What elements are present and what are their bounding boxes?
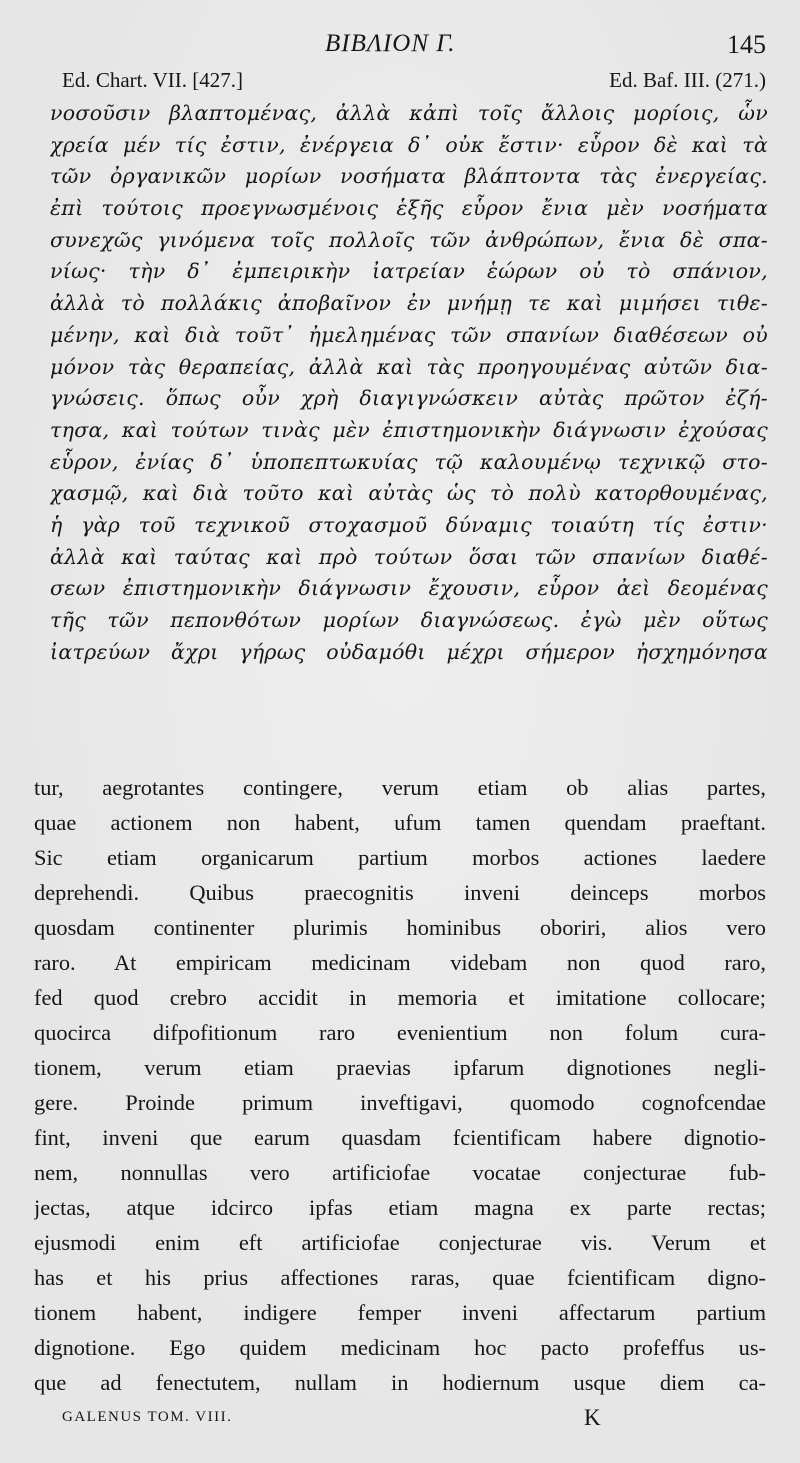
greek-line: τησα, καὶ τούτων τινὰς μὲν ἐπιστημονικὴν διάγνωσιν ἐχούσας	[50, 417, 768, 442]
latin-line: Sic etiam organicarum partium morbos actiones laedere	[34, 845, 766, 870]
greek-line: ἀλλὰ καὶ ταύτας καὶ πρὸ τούτων ὅσαι τῶν σπανίων διαθέ-	[50, 544, 768, 569]
latin-line: quae actionem non habent, ufum tamen quendam praeftant.	[34, 810, 766, 835]
edition-basel: Ed. Baf. III. (271.)	[609, 68, 766, 92]
greek-line: μένην, καὶ διὰ τοῦτ᾽ ἠμελημένας τῶν σπανίων διαθέσεων οὐ	[50, 322, 768, 347]
greek-line: γνώσεις. ὅπως οὖν χρὴ διαγιγνώσκειν αὐτὰς πρῶτον ἐζή-	[50, 386, 768, 411]
latin-text-block	[34, 770, 766, 1400]
greek-line: ἀλλὰ τὸ πολλάκις ἀποβαῖνον ἐν μνήμῃ τε καὶ μιμήσει τιθε-	[50, 291, 768, 316]
book-title: ΒΙΒΛΙΟΝ Γ.	[325, 30, 456, 57]
latin-line: fint, inveni que earum quasdam fcientificam habere dignotio-	[34, 1125, 766, 1150]
greek-line: τῆς τῶν πεπονθότων μορίων διαγνώσεως. ἐγὼ μὲν οὕτως	[50, 608, 768, 632]
latin-line: nem, nonnullas vero artificiofae vocatae conjecturae fub-	[34, 1160, 766, 1185]
greek-line: εὗρον, ἐνίας δ᾽ ὑποπεπτωκυίας τῷ καλουμένῳ τεχνικῷ στο-	[50, 449, 768, 474]
greek-line: ἰατρεύων ἄχρι γήρως οὐδαμόθι μέχρι σήμερον ἠσχημόνησα	[50, 639, 768, 664]
running-head	[0, 30, 800, 60]
greek-line: συνεχῶς γινόμενα τοῖς πολλοῖς τῶν ἀνθρώπων, ἔνια δὲ σπα-	[50, 227, 768, 252]
latin-line: dignotione. Ego quidem medicinam hoc pacto profeffus us-	[34, 1335, 766, 1360]
greek-line: μόνον τὰς θεραπείας, ἀλλὰ καὶ τὰς προηγουμένας αὐτῶν δια-	[50, 354, 768, 379]
greek-line: σεων ἐπιστημονικὴν διάγνωσιν ἔχουσιν, εὗρον ἀεὶ δεομένας	[50, 576, 768, 601]
latin-line: ejusmodi enim eft artificiofae conjecturae vis. Verum et	[34, 1230, 766, 1255]
latin-line: gere. Proinde primum inveftigavi, quomodo cognofcendae	[34, 1090, 766, 1115]
edition-chartier: Ed. Chart. VII. [427.]	[62, 68, 243, 92]
greek-line: νοσοῦσιν βλαπτομένας, ἀλλὰ κἀπὶ τοῖς ἄλλοις μορίοις, ὧν	[50, 101, 768, 125]
latin-line: tionem habent, indigere femper inveni affectarum partium	[34, 1300, 766, 1325]
latin-line: fed quod crebro accidit in memoria et imitatione collocare;	[34, 985, 766, 1010]
page-number: 145	[727, 30, 766, 59]
latin-line: raro. At empiricam medicinam videbam non quod raro,	[34, 950, 766, 975]
greek-line: ἡ γὰρ τοῦ τεχνικοῦ στοχασμοῦ δύναμις τοιαύτη τίς ἐστιν·	[50, 512, 768, 537]
latin-line: tionem, verum etiam praevias ipfarum dignotiones negli-	[34, 1055, 766, 1080]
greek-line: τῶν ὀργανικῶν μορίων νοσήματα βλάπτοντα τὰς ἐνεργείας.	[50, 164, 768, 189]
latin-line: tur, aegrotantes contingere, verum etiam ob alias partes,	[34, 775, 766, 800]
latin-line: quosdam continenter plurimis hominibus oboriri, alios vero	[34, 915, 766, 940]
signature-mark: K	[584, 1405, 601, 1430]
edition-references	[62, 68, 766, 96]
greek-text-block	[50, 98, 768, 668]
printer-signature: GALENUS TOM. VIII.	[62, 1409, 233, 1425]
latin-line: que ad fenectutem, nullam in hodiernum usque diem ca-	[34, 1370, 766, 1395]
greek-line: χασμῷ, καὶ διὰ τοῦτο καὶ αὐτὰς ὡς τὸ πολὺ κατορθουμένας,	[50, 481, 768, 506]
latin-line: has et his prius affectiones raras, quae fcientificam digno-	[34, 1265, 766, 1290]
greek-line: νίως· τὴν δ᾽ ἐμπειρικὴν ἰατρείαν ἑώρων οὐ τὸ σπάνιον,	[50, 259, 768, 284]
latin-line: deprehendi. Quibus praecognitis inveni deinceps morbos	[34, 880, 766, 905]
greek-line: ἐπὶ τούτοις προεγνωσμένοις ἑξῆς εὗρον ἔνια μὲν νοσήματα	[50, 196, 768, 221]
latin-line: quocirca difpofitionum raro evenientium non folum cura-	[34, 1020, 766, 1045]
greek-line: χρεία μέν τίς ἐστιν, ἐνέργεια δ᾽ οὐκ ἔστιν· εὗρον δὲ καὶ τὰ	[50, 132, 768, 157]
page-footer	[62, 1405, 622, 1435]
latin-line: jectas, atque idcirco ipfas etiam magna ex parte rectas;	[34, 1195, 766, 1220]
